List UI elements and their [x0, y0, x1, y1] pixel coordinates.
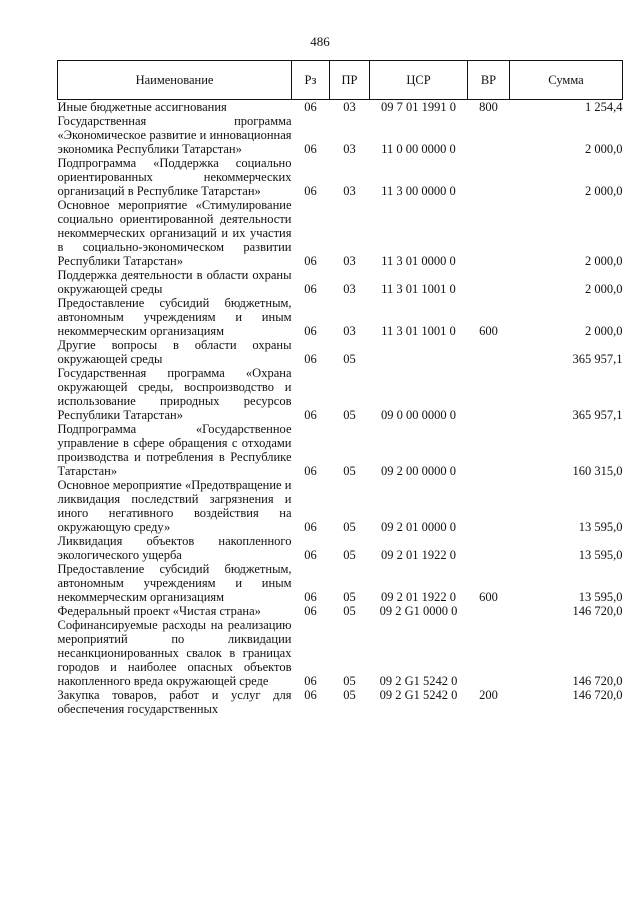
cell-csr: 09 2 G1 0000 0 — [379, 604, 458, 618]
cell-vr — [468, 604, 510, 618]
cell-sum: 13 595,0 — [578, 548, 623, 562]
cell-csr: 11 3 01 1001 0 — [381, 282, 456, 296]
cell-name: Предоставление субсидий бюджетным, автономным учреждениям и иным некоммерческим организациям — [57, 296, 292, 338]
cell-rz: 06 — [304, 688, 317, 702]
cell-csr: 09 0 00 0000 0 — [381, 408, 456, 422]
cell-pr: 05 — [343, 688, 356, 702]
cell-sum: 2 000,0 — [585, 142, 623, 156]
cell-name: Государственная программа «Охрана окружающей среды, воспроизводство и использование природных ресурсов Республики Татарстан» — [57, 366, 292, 422]
table-row — [58, 156, 623, 198]
cell-rz: 06 — [304, 604, 317, 618]
cell-vr — [468, 534, 510, 562]
table-row — [58, 422, 623, 478]
cell-name: Поддержка деятельности в области охраны окружающей среды — [57, 268, 292, 296]
cell-sum: 2 000,0 — [585, 282, 623, 296]
table-row — [58, 100, 623, 115]
budget-table — [57, 60, 623, 716]
cell-rz: 06 — [304, 674, 317, 688]
table-row — [58, 268, 623, 296]
cell-vr: 600 — [479, 324, 498, 338]
cell-rz: 06 — [304, 408, 317, 422]
cell-sum: 2 000,0 — [585, 184, 623, 198]
cell-pr: 03 — [343, 142, 356, 156]
cell-name: Другие вопросы в области охраны окружающей среды — [57, 338, 292, 366]
cell-sum: 146 720,0 — [572, 604, 623, 618]
table-row — [58, 338, 623, 366]
header-vr: ВР — [468, 61, 510, 100]
cell-name: Предоставление субсидий бюджетным, автономным учреждениям и иным некоммерческим организациям — [57, 562, 292, 604]
cell-sum: 365 957,1 — [572, 352, 623, 366]
header-name: Наименование — [58, 61, 292, 100]
cell-name: Основное мероприятие «Предотвращение и ликвидация последствий загрязнения и иного негативного воздействия на окружающую среду» — [57, 478, 292, 534]
table-header-row — [58, 61, 623, 100]
cell-sum: 160 315,0 — [572, 464, 623, 478]
cell-pr: 03 — [343, 184, 356, 198]
page-number: 486 — [310, 34, 330, 49]
cell-name: Закупка товаров, работ и услуг для обеспечения государственных — [57, 688, 292, 716]
table-row — [58, 296, 623, 338]
cell-csr: 09 2 00 0000 0 — [381, 464, 456, 478]
cell-vr — [468, 618, 510, 688]
cell-pr: 05 — [343, 408, 356, 422]
cell-name: Федеральный проект «Чистая страна» — [57, 604, 261, 618]
cell-csr: 11 3 01 0000 0 — [381, 254, 456, 268]
cell-csr: 09 2 01 1922 0 — [381, 590, 456, 604]
cell-pr: 03 — [343, 254, 356, 268]
cell-name: Подпрограмма «Поддержка социально ориентированных некоммерческих организаций в Республике Татарстан» — [57, 156, 292, 198]
cell-sum: 146 720,0 — [572, 688, 623, 702]
cell-rz: 06 — [304, 352, 317, 366]
cell-pr: 05 — [343, 674, 356, 688]
cell-pr: 03 — [343, 324, 356, 338]
cell-name: Ликвидация объектов накопленного экологического ущерба — [57, 534, 292, 562]
cell-vr — [468, 268, 510, 296]
cell-csr: 09 2 01 1922 0 — [381, 548, 456, 562]
header-sum: Сумма — [510, 61, 623, 100]
cell-rz: 06 — [304, 184, 317, 198]
cell-vr — [468, 422, 510, 478]
cell-csr — [370, 338, 468, 366]
cell-rz: 06 — [304, 520, 317, 534]
cell-pr: 05 — [343, 464, 356, 478]
cell-csr: 11 0 00 0000 0 — [381, 142, 456, 156]
cell-sum: 365 957,1 — [572, 408, 623, 422]
cell-name: Основное мероприятие «Стимулирование социально ориентированной деятельности некоммерческих организаций и их участия в социально-экономическом развитии Республики Татарстан» — [57, 198, 292, 268]
table-row — [58, 618, 623, 688]
table-row — [58, 562, 623, 604]
cell-rz: 06 — [304, 100, 317, 114]
cell-vr: 800 — [479, 100, 498, 114]
cell-vr — [468, 338, 510, 366]
cell-vr — [468, 156, 510, 198]
table-row — [58, 604, 623, 618]
cell-rz: 06 — [304, 464, 317, 478]
header-rz: Рз — [292, 61, 330, 100]
cell-rz: 06 — [304, 282, 317, 296]
cell-sum: 13 595,0 — [578, 520, 623, 534]
cell-name: Подпрограмма «Государственное управление в сфере обращения с отходами производства и потребления в Республике Татарстан» — [57, 422, 292, 478]
cell-csr: 09 2 01 0000 0 — [381, 520, 456, 534]
cell-vr — [468, 198, 510, 268]
table-row — [58, 534, 623, 562]
table-body — [58, 100, 623, 717]
cell-vr — [468, 114, 510, 156]
header-csr: ЦСР — [370, 61, 468, 100]
cell-pr: 03 — [343, 282, 356, 296]
cell-sum: 1 254,4 — [585, 100, 623, 114]
cell-csr: 09 7 01 1991 0 — [381, 100, 456, 114]
header-pr: ПР — [330, 61, 370, 100]
cell-csr: 11 3 01 1001 0 — [381, 324, 456, 338]
cell-rz: 06 — [304, 142, 317, 156]
cell-rz: 06 — [304, 324, 317, 338]
cell-sum: 146 720,0 — [572, 674, 623, 688]
cell-name: Государственная программа «Экономическое развитие и инновационная экономика Республики Татарстан» — [57, 114, 292, 156]
table-row — [58, 688, 623, 716]
cell-rz: 06 — [304, 254, 317, 268]
cell-sum: 2 000,0 — [585, 324, 623, 338]
cell-pr: 05 — [343, 520, 356, 534]
table-row — [58, 114, 623, 156]
cell-csr: 09 2 G1 5242 0 — [379, 674, 458, 688]
cell-rz: 06 — [304, 590, 317, 604]
cell-sum: 2 000,0 — [585, 254, 623, 268]
cell-vr — [468, 478, 510, 534]
cell-rz: 06 — [304, 548, 317, 562]
cell-name: Софинансируемые расходы на реализацию мероприятий по ликвидации несанкционированных свалок в границах городов и наиболее опасных объектов накопленного вреда окружающей среде — [57, 618, 292, 688]
cell-name: Иные бюджетные ассигнования — [57, 100, 227, 114]
cell-pr: 05 — [343, 548, 356, 562]
cell-vr — [468, 366, 510, 422]
cell-vr: 200 — [479, 688, 498, 702]
cell-pr: 05 — [343, 590, 356, 604]
cell-sum: 13 595,0 — [578, 590, 623, 604]
table-row — [58, 478, 623, 534]
table-row — [58, 198, 623, 268]
cell-pr: 05 — [343, 352, 356, 366]
table-row — [58, 366, 623, 422]
cell-csr: 09 2 G1 5242 0 — [379, 688, 458, 702]
cell-pr: 03 — [343, 100, 356, 114]
cell-vr: 600 — [479, 590, 498, 604]
cell-pr: 05 — [343, 604, 356, 618]
cell-csr: 11 3 00 0000 0 — [381, 184, 456, 198]
